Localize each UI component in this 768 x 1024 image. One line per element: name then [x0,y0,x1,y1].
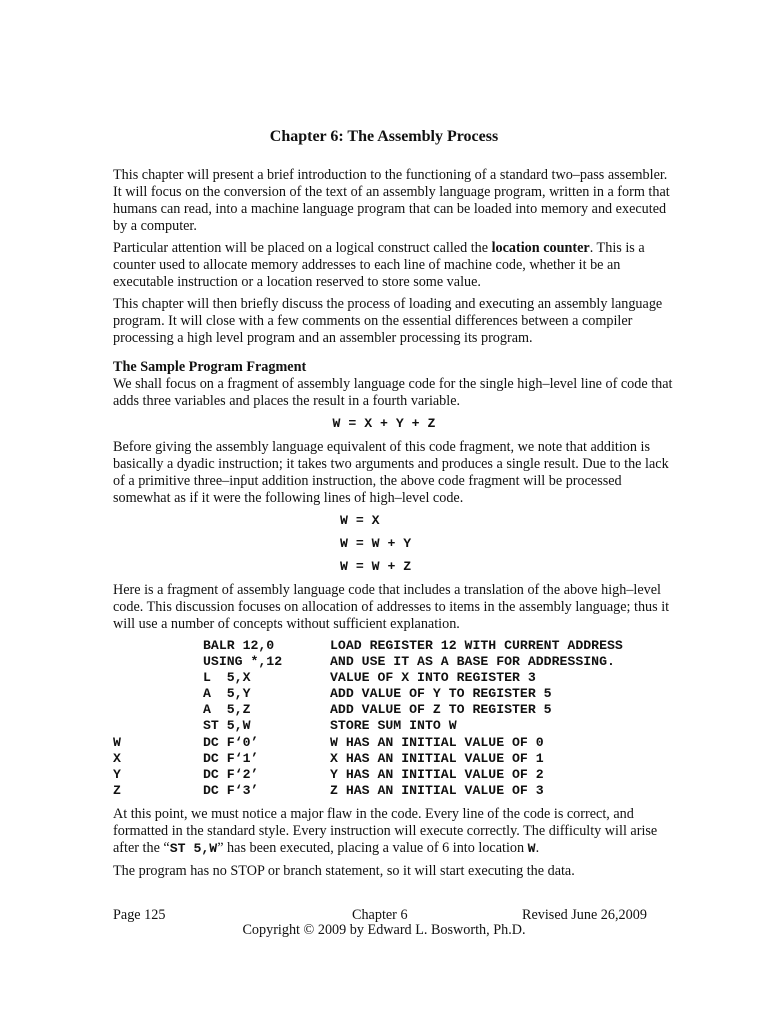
code-label: Z [113,783,121,798]
section-paragraph-5: The program has no STOP or branch statement, so it will start executing the data. [113,863,575,879]
code-line [113,637,673,653]
p4-text-b: ” has been executed, placing a value of 6 into location [217,840,528,856]
section-paragraph-4 [113,806,673,857]
code-operation: DC F‘2’ [203,767,259,782]
step-1: W = X [340,513,380,528]
code-comment: STORE SUM INTO W [330,718,457,733]
inline-code-w: W [527,841,536,856]
inline-code-st: ST 5,W [169,841,218,856]
intro-p2-text-b: . This is a counter used to allocate memory addresses to each line of machine code, whether it be an executable instruction or a location reserved to store some value. [113,240,645,290]
code-operation: DC F‘3’ [203,783,259,798]
code-comment: ADD VALUE OF Z TO REGISTER 5 [330,702,552,717]
code-operation: L 5,X [203,670,251,685]
code-line [113,653,673,669]
code-operation: BALR 12,0 [203,638,275,653]
code-line [113,717,673,733]
code-operation: A 5,Z [203,702,251,717]
location-counter-term: location counter [491,240,590,256]
code-comment: Z HAS AN INITIAL VALUE OF 3 [330,783,544,798]
code-operation: DC F‘1’ [203,751,259,766]
step-2: W = W + Y [340,536,412,551]
p4-text-a: At this point, we must notice a major flaw in the code. Every line of the code is correct, and formatted in the standard style. Every instruction will execute correctly. The difficulty will arise after the “ [113,806,658,856]
code-comment: LOAD REGISTER 12 WITH CURRENT ADDRESS [330,638,623,653]
code-operation: ST 5,W [203,718,251,733]
code-label: W [113,735,121,750]
code-line [113,669,673,685]
code-line [113,701,673,717]
footer-copyright: Copyright © 2009 by Edward L. Bosworth, Ph.D. [242,922,526,938]
intro-paragraph-2 [113,240,673,291]
footer-chapter: Chapter 6 [352,907,408,923]
code-operation: USING *,12 [203,654,283,669]
intro-p2-text-a: Particular attention will be placed on a logical construct called the [113,240,492,256]
step-3: W = W + Z [340,559,412,574]
intro-paragraph-3: This chapter will then briefly discuss the process of loading and executing an assembly language program. It will close with a few comments on the essential differences between a compiler processing a high level program and an assembler processing its program. [113,296,663,346]
code-comment: Y HAS AN INITIAL VALUE OF 2 [330,767,544,782]
code-comment: ADD VALUE OF Y TO REGISTER 5 [330,686,552,701]
code-operation: DC F‘0’ [203,735,259,750]
code-line [113,685,673,701]
section-paragraph-2: Before giving the assembly language equivalent of this code fragment, we note that addition is basically a dyadic instruction; it takes two arguments and produces a single result. Due to the lack of a primitive three–input addition instruction, the above code fragment will be processed somewhat as if it were the following lines of high–level code. [113,439,669,506]
code-line [113,782,673,798]
code-operation: A 5,Y [203,686,251,701]
section-paragraph-3: Here is a fragment of assembly language code that includes a translation of the above high–level code. This discussion focuses on allocation of addresses to items in the assembly language; thus it will use a number of concepts without sufficient explanation. [113,582,670,632]
code-line [113,766,673,782]
code-label: X [113,751,121,766]
code-line [113,750,673,766]
section-heading: The Sample Program Fragment [113,359,307,375]
equation: W = X + Y + Z [332,416,436,431]
footer-page-number: Page 125 [113,907,166,923]
code-comment: AND USE IT AS A BASE FOR ADDRESSING. [330,654,615,669]
code-comment: X HAS AN INITIAL VALUE OF 1 [330,751,544,766]
code-line [113,734,673,750]
intro-paragraph-1: This chapter will present a brief introduction to the functioning of a standard two–pass assembler. It will focus on the conversion of the text of an assembly language program, written in a form that humans can read, into a machine language program that can be loaded into memory and executed by a computer. [113,167,670,234]
p4-text-c: . [535,840,540,856]
code-label: Y [113,767,121,782]
code-comment: W HAS AN INITIAL VALUE OF 0 [330,735,544,750]
footer-revised: Revised June 26,2009 [522,907,647,923]
page-title: Chapter 6: The Assembly Process [269,128,499,145]
section-paragraph-1: We shall focus on a fragment of assembly language code for the single high–level line of code that adds three variables and places the result in a fourth variable. [113,376,673,409]
code-comment: VALUE OF X INTO REGISTER 3 [330,670,536,685]
